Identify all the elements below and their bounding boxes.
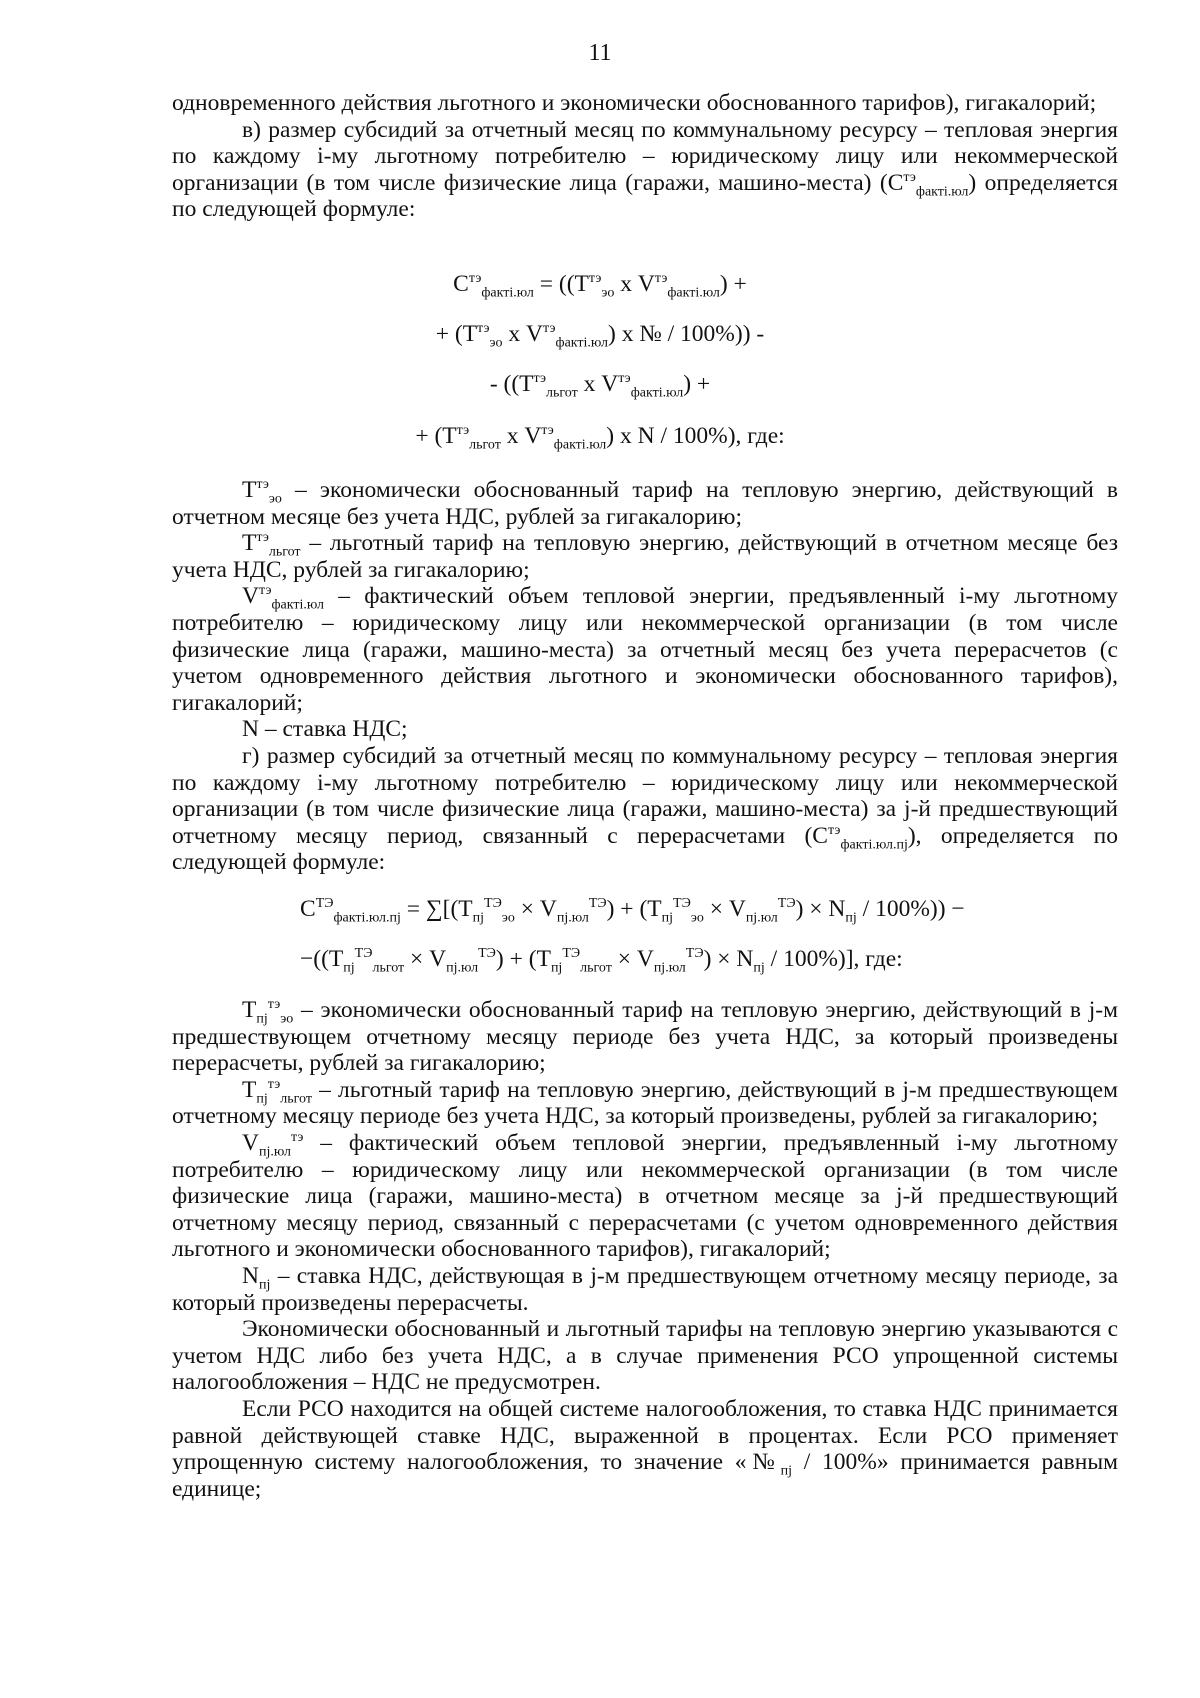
page-number: 11	[588, 40, 612, 66]
formula-2-line-1: $С^{ТЭ}_{факті.юл.пj} = \sum[(Т_{пj}^{ТЭ}_{эо} \times V_{пj.юл}^{ТЭ}) + (Т_{пj}^{ТЭ}_{эо} \times V_{пj.юл}^{ТЭ}) \times N_{пj} / 100\%)$) −	[300, 896, 965, 926]
definition-t-lgot: $Т^{тэ}_{льгот}$ – льготный тариф на тепловую энергию, действующий в отчетном месяце без учета НДС, рублей за гигакалорию;	[172, 530, 1119, 583]
paragraph-g: г) размер субсидий за отчетный месяц по коммунальному ресурсу – тепловая энергия по каждому i-му льготному потребителю – юридическому лицу или некоммерческой организации (в том числе физические лица (гаражи, машино-места) за j-й предшествующий отчетному месяцу период, связанный с перерасчетами $(С^{тэ}_{факті.юл.пj})$, определяется по следующей формуле:	[172, 742, 1118, 876]
definition-v: $V^{тэ}_{факті.юл}$ – фактический объем тепловой энергии, предъявленный i-му льготному потребителю – юридическому лицу или некоммерческой организации (в том числе физические лица (гаражи, машино-места) за отчетный месяц без учета перерасчетов (с учетом одновременного действия льготного и экономически обоснованного тарифов), гигакалорий;	[172, 583, 1118, 716]
text-block-3	[172, 997, 1118, 1502]
definition-t-eo: $Т^{тэ}_{эо}$ – экономически обоснованный тариф на тепловую энергию, действующий в отчетном месяце без учета НДС, рублей за гигакалорию;	[172, 477, 1119, 530]
text-block-2	[172, 477, 1118, 876]
definition-t-pj-eo: $Т_{пj}^{тэ}_{эо}$ – экономически обоснованный тариф на тепловую энергию, действующий в j-м предшествующем отчетному месяцу периоде без учета НДС, за который произведены перерасчеты, рублей за гигакалорию;	[172, 997, 1118, 1077]
formula-1-line-4: + ($Т^{тэ}_{льгот}$ х $V^{тэ}_{факті.юл}$) х N / 100%), где:	[415, 423, 785, 453]
definition-n: N – ставка НДС;	[242, 716, 408, 743]
definition-v-pj: $V_{пj.юл}^{тэ}$ – фактический объем тепловой энергии, предъявленный i-му льготному потребителю – юридическому лицу или некоммерческой организации (в том числе физические лица (гаражи, машино-места) в отчетном месяце за j-й предшествующий отчетному месяцу период, связанный с перерасчетами (с учетом одновременного действия льготного и экономически обоснованного тарифов), гигакалорий;	[172, 1129, 1118, 1263]
formula-1-line-3: - (($Т^{тэ}_{льгот}$ х $V^{тэ}_{факті.юл}$) +	[489, 371, 711, 401]
definition-n-pj: $N_{пj}$ – ставка НДС, действующая в j-м предшествующем отчетному месяцу периоде, за который произведены перерасчеты.	[172, 1262, 1118, 1316]
paragraph-tariffs: Экономически обоснованный и льготный тарифы на тепловую энергию указываются с учетом НДС либо без учета НДС, а в случае применения РСО упрощенной системы налогообложения – НДС не предусмотрен.	[172, 1316, 1118, 1396]
formula-1-line-2: + ($Т^{тэ}_{эо}$ х $V^{тэ}_{факті.юл}$) х № / 100%)) -	[435, 321, 765, 351]
formula-2-line-2: $-((Т_{пj}^{ТЭ}_{льгот} \times V_{пj.юл}^{ТЭ}) + (Т_{пj}^{ТЭ}_{льгот} \times V_{пj.юл}^{ТЭ}) \times N_{пj} / 100\%)$], где:	[300, 946, 903, 976]
paragraph-continuation: одновременного действия льготного и экономически обоснованного тарифов), гигакалорий;	[172, 90, 1097, 116]
paragraph-tax-system: Если РСО находится на общей системе налогообложения, то ставка НДС принимается равной действующей ставке НДС, выраженной в процентах. Если РСО применяет упрощенную систему налогообложения, то значение «$№_{пj} / 100\%$» принимается равным единице;	[172, 1395, 1118, 1502]
formula-1-line-1: $С^{тэ}_{факті.юл} = ((Т^{тэ}_{эо}$ х $V^{тэ}_{факті.юл}$) +	[453, 271, 747, 301]
text-block-1	[172, 90, 1118, 223]
definition-t-pj-lgot: $Т_{пj}^{тэ}_{льгот}$ – льготный тариф на тепловую энергию, действующий в j-м предшествующем отчетному месяцу периоде без учета НДС, за который произведены, рублей за гигакалорию;	[172, 1076, 1118, 1130]
paragraph-v: в) размер субсидий за отчетный месяц по коммунальному ресурсу – тепловая энергия по каждому i-му льготному потребителю – юридическому лицу или некоммерческой организации (в том числе физические лица (гаражи, машино-места) $(С^{тэ}_{факті.юл})$ определяется по следующей формуле:	[172, 116, 1118, 223]
